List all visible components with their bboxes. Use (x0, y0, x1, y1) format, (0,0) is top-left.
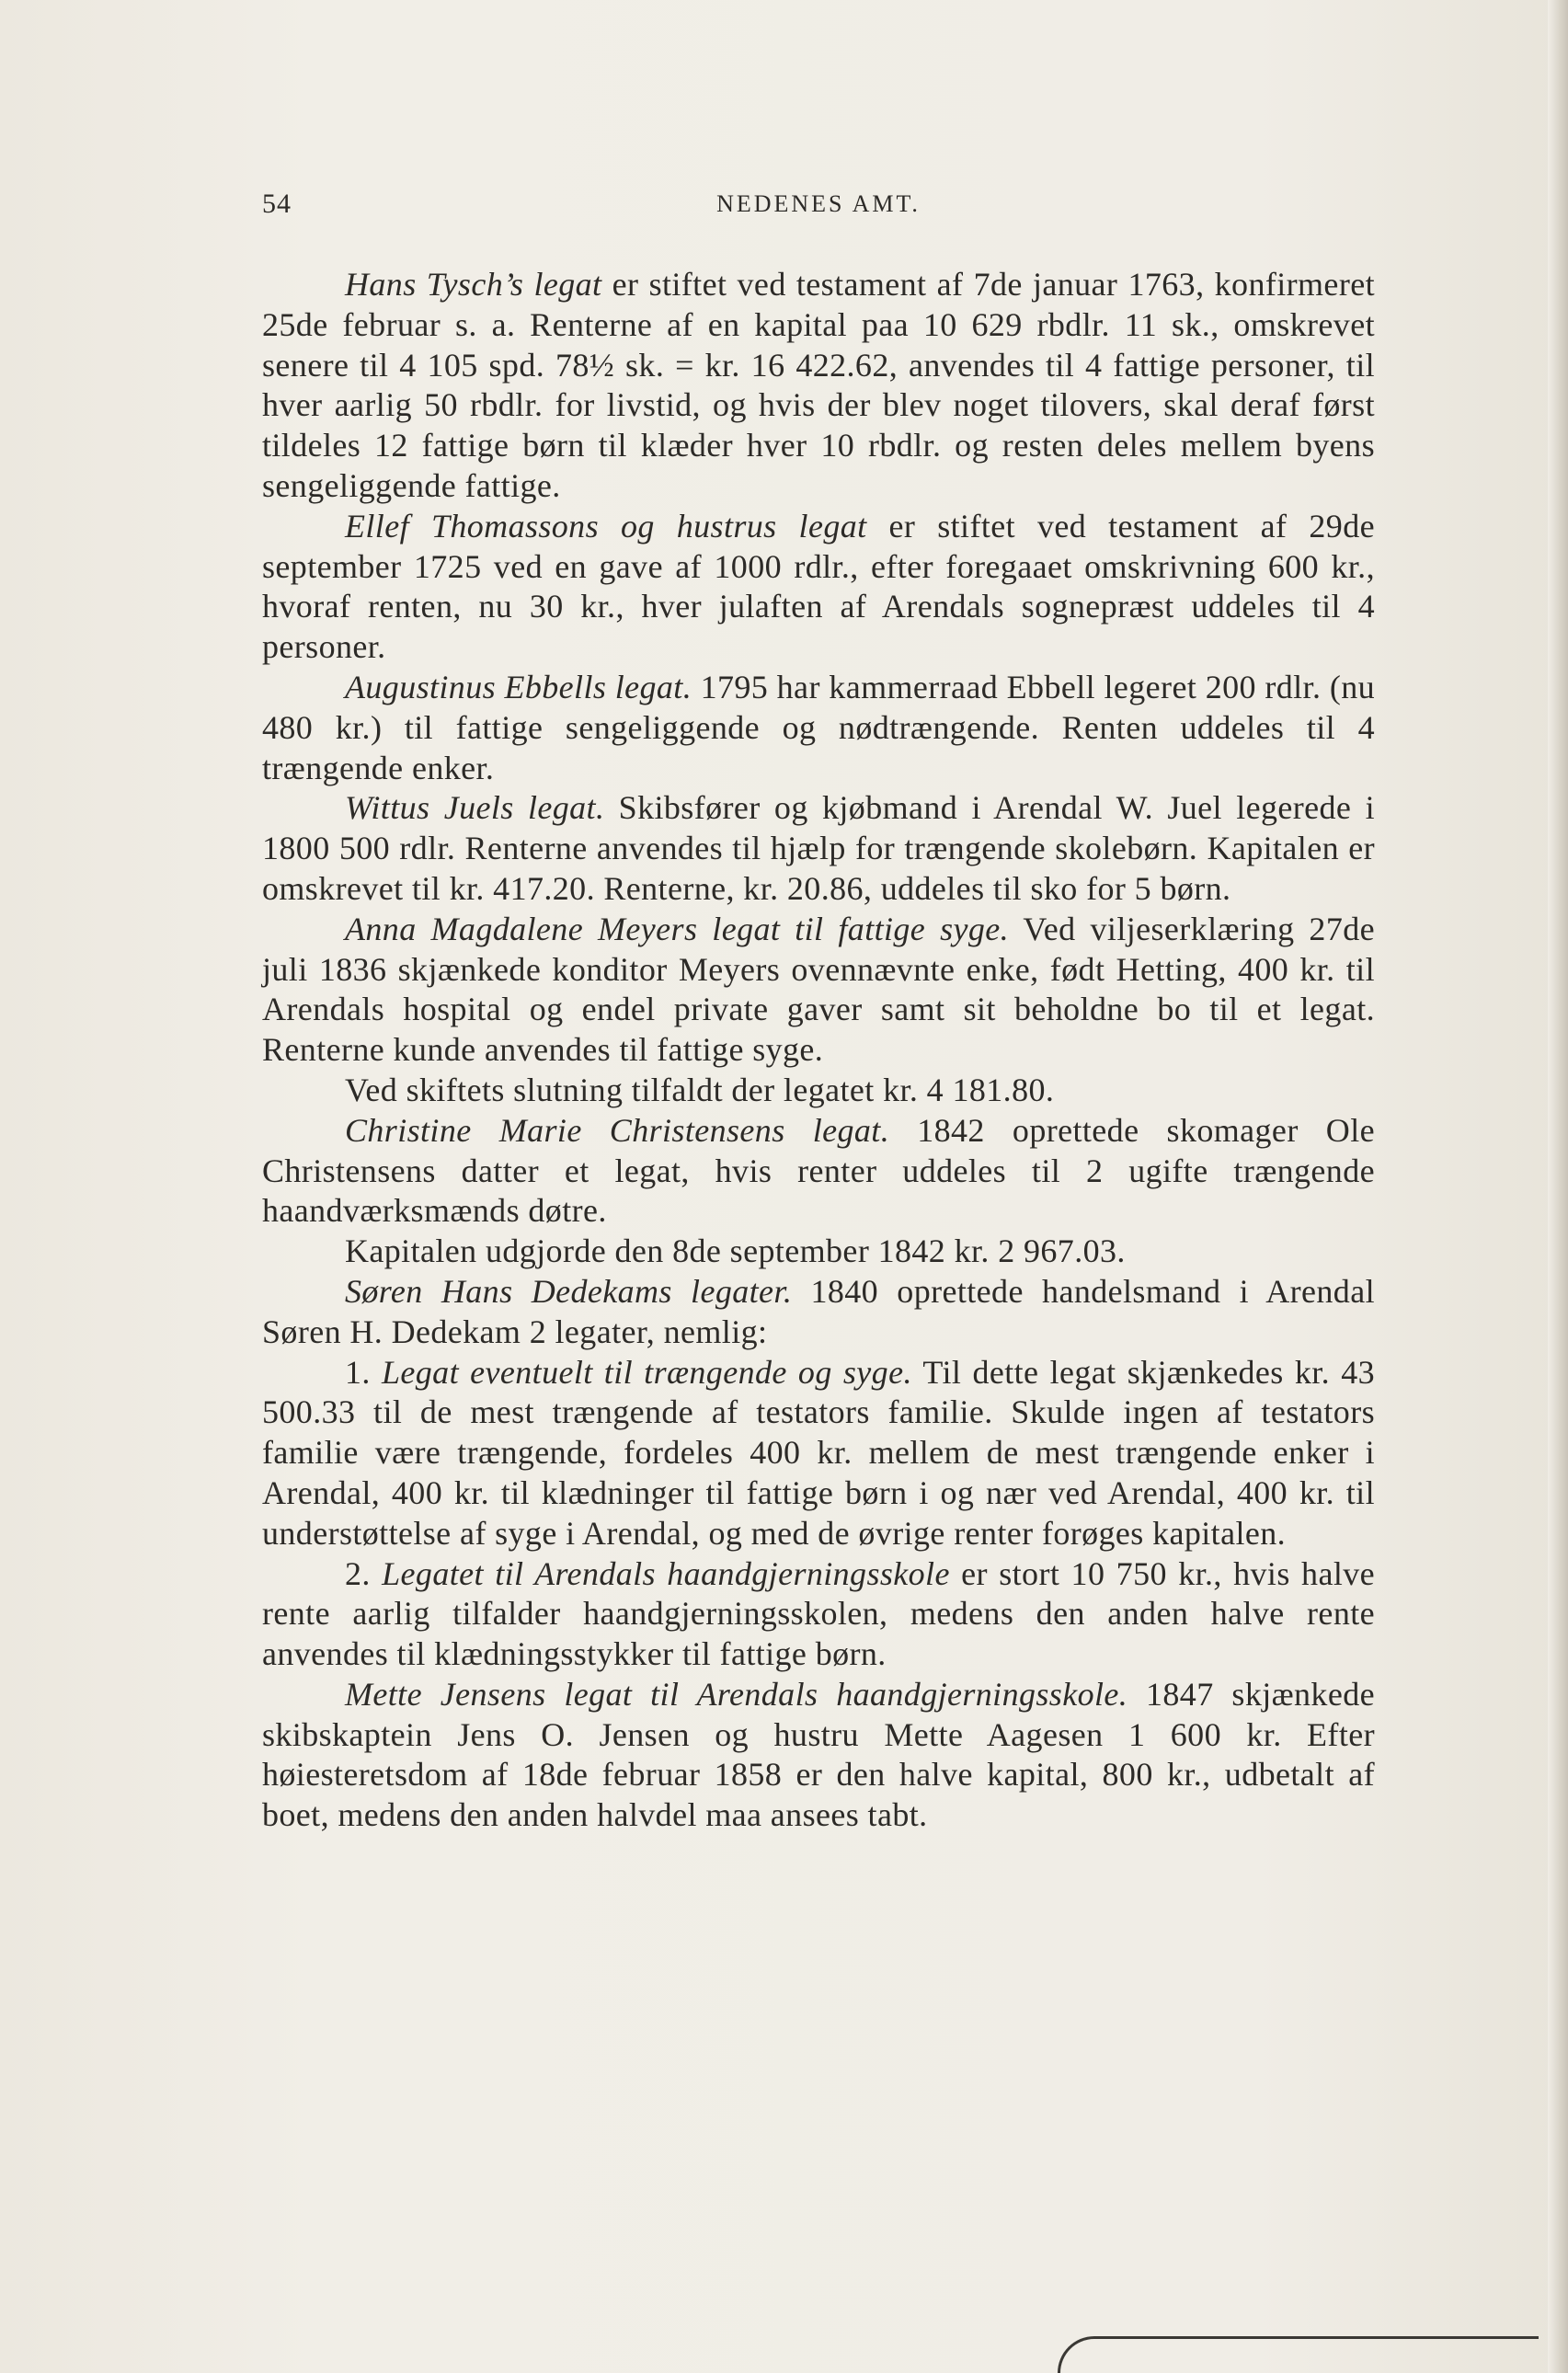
legat-title: Augustinus Ebbells legat. (345, 668, 692, 705)
paragraph-text: er stiftet ved testament af 7de januar 1763, konfirmeret 25de februar s. a. Renterne af en kapital paa 10 629 rbdlr. 11 sk., omskrevet senere til 4 105 spd. 78½ sk. = kr. 16 422.62, anvendes til 4 fattige personer, til hver aarlig 50 rbdlr. for livstid, og hvis der blev noget tilovers, skal deraf først tildeles 12 fattige børn til klæder hver 10 rbdlr. og resten deles mellem byens sengeliggende fattige. (262, 266, 1375, 504)
paragraph-text: 1795 har kammerraad Ebbell legeret 200 rdlr. (nu 480 kr.) til fattige sengeliggende og nødtrængende. Renten uddeles til 4 trængende enker. (262, 668, 1376, 786)
list-number: 2. (345, 1554, 383, 1592)
legat-title: Anna Magdalene Meyers legat til fattige syge. (345, 910, 1010, 947)
paragraph-skifte (262, 1071, 1375, 1111)
page-header (262, 189, 1375, 235)
legat-title: Hans Tysch’s legat (345, 266, 602, 303)
paragraph-text: Ved viljeserklæring 27de juli 1836 skjænkede konditor Meyers ovennævnte enke, født Hetting, 400 kr. til Arendals hospital og endel private gaver samt sit beholdne bo til et legat. Renterne kunde anvendes til fattige syge. (262, 910, 1376, 1069)
legat-title: Christine Marie Christensens legat. (345, 1111, 890, 1149)
page-number: 54 (262, 189, 292, 219)
legat-title: Mette Jensens legat til Arendals haandgjerningsskole. (345, 1675, 1128, 1713)
paragraph-text: Skibsfører og kjøbmand i Arendal W. Juel legerede i 1800 500 rdlr. Renterne anvendes til hjælp for trængende skolebørn. Kapitalen er omskrevet til kr. 417.20. Renterne, kr. 20.86, uddeles til sko for 5 børn. (262, 789, 1376, 907)
paragraph-anna-meyer (262, 910, 1375, 1071)
paragraph-text: 1847 skjænkede skibskaptein Jens O. Jensen og hustru Mette Aagesen 1 600 kr. Efter høiesteretsdom af 18de februar 1858 er den halve kapital, 800 kr., udbetalt af boet, medens den anden halvdel maa ansees tabt. (262, 1675, 1375, 1834)
paragraph-dedekam-2 (262, 1554, 1375, 1675)
paragraph-kapital (262, 1232, 1375, 1272)
paragraph-text: er stort 10 750 kr., hvis halve rente aarlig tilfalder haandgjerningsskolen, medens den anden halve rente anvendes til klædningsstykker til fattige børn. (262, 1554, 1375, 1673)
running-head: NEDENES AMT. (716, 190, 921, 217)
paragraph-mette-jensen (262, 1675, 1375, 1836)
list-number: 1. (345, 1353, 382, 1391)
paragraph-christine-christensen (262, 1111, 1375, 1232)
page-corner-mark (1058, 2336, 1539, 2373)
paragraph-text: Til dette legat skjænkedes kr. 43 500.33 til de mest trængende af testators familie. Skulde ingen af testators familie være trængende, fordeles 400 kr. mellem de mest trængende enker i Arendal, 400 kr. til klædninger til fattige børn i og nær ved Arendal, 400 kr. til understøttelse af syge i Arendal, og med de øvrige renter forøges kapitalen. (262, 1353, 1376, 1552)
paragraph-wittus-juel (262, 788, 1375, 909)
page-edge (1548, 0, 1568, 2373)
paragraph-text: er stiftet ved testament af 29de september 1725 ved en gave af 1000 rdlr., efter foregaaet omskrivning 600 kr., hvoraf renten, nu 30 kr., hver julaften af Arendals sognepræst uddeles til 4 personer. (262, 507, 1375, 666)
legat-title: Wittus Juels legat. (345, 789, 605, 827)
paragraph-text: Kapitalen udgjorde den 8de september 1842 kr. 2 967.03. (345, 1232, 1126, 1270)
legat-title: Søren Hans Dedekams legater. (345, 1272, 793, 1310)
legat-title: Ellef Thomassons og hustrus legat (345, 507, 867, 545)
paragraph-dedekam-1 (262, 1353, 1375, 1554)
legat-title: Legat eventuelt til trængende og syge. (381, 1353, 912, 1391)
paragraph-augustinus-ebbell (262, 668, 1375, 788)
paragraph-dedekam (262, 1272, 1375, 1353)
paragraph-text: 1842 oprettede skomager Ole Christensens datter et legat, hvis renter uddeles til 2 ugifte trængende haandværksmænds døtre. (262, 1111, 1375, 1230)
legat-title: Legatet til Arendals haandgjerningsskole (382, 1554, 950, 1592)
paragraph-text: Ved skiftets slutning tilfaldt der legatet kr. 4 181.80. (345, 1071, 1055, 1108)
paragraph-text: 1840 oprettede handelsmand i Arendal Søren H. Dedekam 2 legater, nemlig: (262, 1272, 1375, 1350)
paragraph-hans-tysch (262, 265, 1375, 507)
body-text (262, 265, 1375, 1836)
paragraph-ellef-thomasson (262, 507, 1375, 668)
